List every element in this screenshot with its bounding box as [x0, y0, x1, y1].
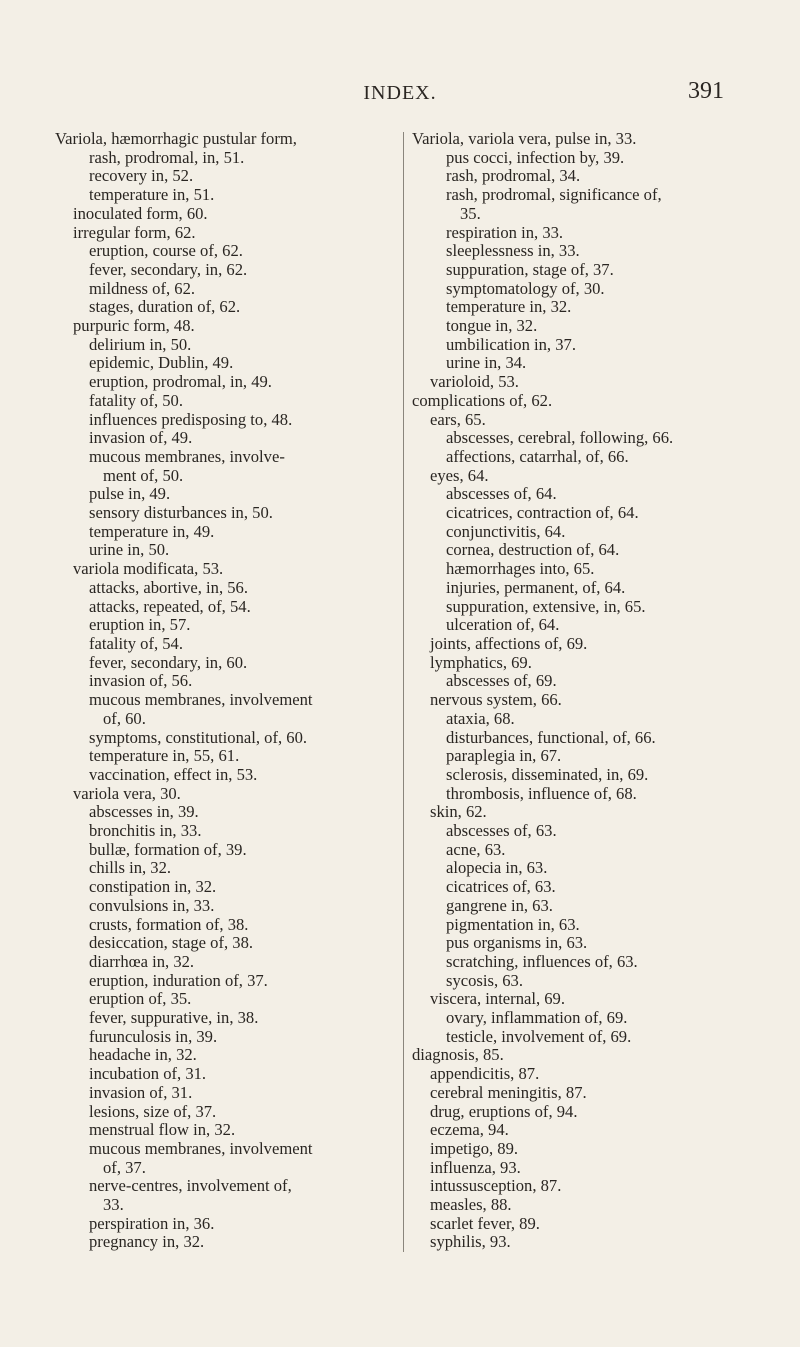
index-entry: cicatrices, contraction of, 64.: [446, 503, 639, 523]
index-entry: nervous system, 66.: [430, 690, 562, 710]
index-entry: alopecia in, 63.: [446, 858, 548, 878]
index-column-left: [55, 130, 395, 1252]
index-entry: invasion of, 49.: [89, 428, 193, 448]
index-entry: pigmentation in, 63.: [446, 914, 580, 934]
index-entry: appendicitis, 87.: [430, 1064, 540, 1084]
index-entry: ears, 65.: [430, 409, 486, 429]
index-entry: Variola, variola vera, pulse in, 33.: [412, 129, 637, 148]
index-entry: furunculosis in, 39.: [89, 1026, 218, 1046]
index-entry: eruption, induration of, 37.: [89, 970, 268, 990]
index-entry: chills in, 32.: [89, 858, 172, 878]
index-entry: temperature in, 55, 61.: [89, 746, 240, 766]
index-entry: stages, duration of, 62.: [89, 297, 241, 317]
index-entry: mucous membranes, involvement: [89, 690, 313, 710]
index-entry: influences predisposing to, 48.: [89, 409, 293, 429]
index-entry: gangrene in, 63.: [446, 895, 553, 915]
index-entry: scarlet fever, 89.: [430, 1213, 540, 1233]
index-entry: tongue in, 32.: [446, 316, 538, 336]
index-entry: acne, 63.: [446, 839, 506, 859]
index-entry: thrombosis, influence of, 68.: [446, 783, 637, 803]
index-entry: skin, 62.: [430, 802, 487, 822]
index-entry: lymphatics, 69.: [430, 652, 532, 672]
index-entry: invasion of, 31.: [89, 1082, 193, 1102]
index-entry: attacks, abortive, in, 56.: [89, 577, 248, 597]
index-entry: umbilication in, 37.: [446, 334, 576, 354]
index-entry: urine in, 50.: [89, 540, 170, 560]
index-entry: abscesses of, 63.: [446, 821, 557, 841]
index-column-right: [412, 130, 792, 1252]
index-entry: abscesses, cerebral, following, 66.: [446, 428, 674, 448]
index-entry: purpuric form, 48.: [73, 316, 195, 336]
index-entry: mucous membranes, involvement: [89, 1138, 313, 1158]
index-entry: cornea, destruction of, 64.: [446, 540, 620, 560]
index-entry: viscera, internal, 69.: [430, 989, 566, 1009]
index-entry: eruption, course of, 62.: [89, 241, 243, 261]
index-entry: pus cocci, infection by, 39.: [446, 147, 625, 167]
index-entry: pulse in, 49.: [89, 484, 171, 504]
index-entry: ulceration of, 64.: [446, 615, 560, 635]
page-number: 391: [688, 78, 724, 104]
index-entry: fever, suppurative, in, 38.: [89, 1008, 259, 1028]
index-entry: disturbances, functional, of, 66.: [446, 727, 656, 747]
index-entry: sensory disturbances in, 50.: [89, 503, 273, 523]
column-divider: [403, 132, 404, 1252]
index-entry: of, 60.: [103, 708, 146, 728]
index-entry: invasion of, 56.: [89, 671, 193, 691]
index-entry: lesions, size of, 37.: [89, 1101, 217, 1121]
index-entry: pregnancy in, 32.: [89, 1232, 205, 1252]
index-entry: joints, affections of, 69.: [430, 633, 588, 653]
index-entry: delirium in, 50.: [89, 334, 192, 354]
index-entry: crusts, formation of, 38.: [89, 914, 249, 934]
index-entry: rash, prodromal, in, 51.: [89, 147, 245, 167]
index-entry: vaccination, effect in, 53.: [89, 764, 258, 784]
index-entry: nerve-centres, involvement of,: [89, 1176, 292, 1196]
index-entry: abscesses in, 39.: [89, 802, 199, 822]
index-entry: impetigo, 89.: [430, 1138, 519, 1158]
index-entry: incubation of, 31.: [89, 1064, 207, 1084]
index-entry: cerebral meningitis, 87.: [430, 1082, 587, 1102]
index-entry: pus organisms in, 63.: [446, 933, 588, 953]
index-entry: bronchitis in, 33.: [89, 821, 202, 841]
index-entry: complications of, 62.: [412, 390, 553, 410]
index-entry: intussusception, 87.: [430, 1176, 562, 1196]
index-entry: drug, eruptions of, 94.: [430, 1101, 578, 1121]
index-entry: 33.: [103, 1195, 124, 1215]
index-entry: fatality of, 50.: [89, 390, 184, 410]
index-entry: conjunctivitis, 64.: [446, 521, 566, 541]
index-entry: bullæ, formation of, 39.: [89, 839, 247, 859]
index-entry: Variola, hæmorrhagic pustular form,: [55, 129, 297, 148]
index-entry: eruption in, 57.: [89, 615, 191, 635]
index-entry: fever, secondary, in, 60.: [89, 652, 248, 672]
index-entry: suppuration, stage of, 37.: [446, 259, 614, 279]
index-entry: desiccation, stage of, 38.: [89, 933, 254, 953]
index-entry: suppuration, extensive, in, 65.: [446, 596, 646, 616]
index-entry: eruption of, 35.: [89, 989, 192, 1009]
index-entry: ovary, inflammation of, 69.: [446, 1008, 628, 1028]
index-entry: respiration in, 33.: [446, 222, 564, 242]
index-entry: temperature in, 32.: [446, 297, 572, 317]
index-entry: cicatrices of, 63.: [446, 877, 556, 897]
index-entry: sycosis, 63.: [446, 970, 523, 990]
index-entry: rash, prodromal, 34.: [446, 166, 581, 186]
index-entry: varioloid, 53.: [430, 372, 519, 392]
index-entry: urine in, 34.: [446, 353, 527, 373]
index-entry: mildness of, 62.: [89, 278, 196, 298]
index-entry: convulsions in, 33.: [89, 895, 215, 915]
index-entry: variola vera, 30.: [73, 783, 181, 803]
index-entry: menstrual flow in, 32.: [89, 1120, 236, 1140]
index-entry: of, 37.: [103, 1157, 146, 1177]
index-entry: scratching, influences of, 63.: [446, 951, 638, 971]
index-entry: diarrhœa in, 32.: [89, 951, 195, 971]
index-entry: fever, secondary, in, 62.: [89, 259, 248, 279]
index-entry: epidemic, Dublin, 49.: [89, 353, 234, 373]
index-entry: mucous membranes, involve-: [89, 446, 285, 466]
index-entry: symptoms, constitutional, of, 60.: [89, 727, 308, 747]
index-entry: headache in, 32.: [89, 1045, 197, 1065]
index-entry: influenza, 93.: [430, 1157, 521, 1177]
index-entry: perspiration in, 36.: [89, 1213, 215, 1233]
index-entry: symptomatology of, 30.: [446, 278, 605, 298]
index-entry: abscesses of, 64.: [446, 484, 557, 504]
index-entry: injuries, permanent, of, 64.: [446, 577, 626, 597]
index-entry: measles, 88.: [430, 1195, 512, 1215]
index-entry: diagnosis, 85.: [412, 1045, 504, 1065]
index-entry: abscesses of, 69.: [446, 671, 557, 691]
index-entry: sclerosis, disseminated, in, 69.: [446, 764, 649, 784]
index-entry: eruption, prodromal, in, 49.: [89, 372, 272, 392]
index-entry: recovery in, 52.: [89, 166, 194, 186]
index-entry: temperature in, 49.: [89, 521, 215, 541]
index-entry: affections, catarrhal, of, 66.: [446, 446, 629, 466]
index-entry: testicle, involvement of, 69.: [446, 1026, 632, 1046]
index-entry: ataxia, 68.: [446, 708, 515, 728]
index-entry: rash, prodromal, significance of,: [446, 185, 662, 205]
index-entry: syphilis, 93.: [430, 1232, 511, 1252]
index-entry: eyes, 64.: [430, 465, 489, 485]
index-entry: inoculated form, 60.: [73, 203, 208, 223]
index-entry: fatality of, 54.: [89, 633, 184, 653]
running-header: INDEX.: [363, 82, 437, 104]
index-entry: attacks, repeated, of, 54.: [89, 596, 251, 616]
index-entry: sleeplessness in, 33.: [446, 241, 580, 261]
index-entry: constipation in, 32.: [89, 877, 217, 897]
index-entry: hæmorrhages into, 65.: [446, 559, 595, 579]
index-entry: eczema, 94.: [430, 1120, 509, 1140]
index-entry: irregular form, 62.: [73, 222, 196, 242]
index-entry: 35.: [460, 203, 481, 223]
index-entry: ment of, 50.: [103, 465, 184, 485]
index-entry: variola modificata, 53.: [73, 559, 224, 579]
index-entry: temperature in, 51.: [89, 185, 215, 205]
index-entry: paraplegia in, 67.: [446, 746, 562, 766]
